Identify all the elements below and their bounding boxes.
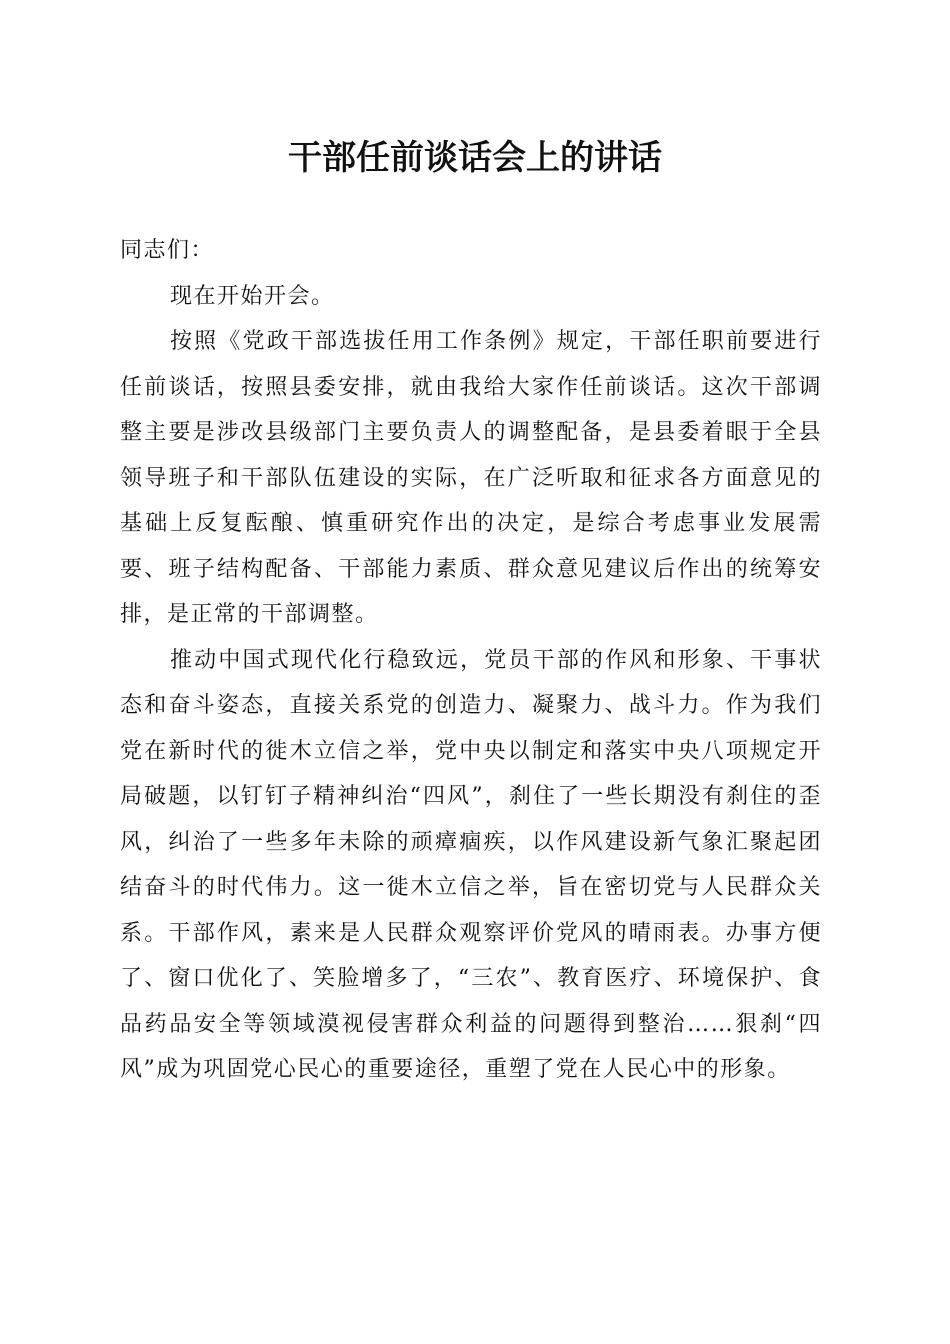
document-title: 干部任前谈话会上的讲话	[288, 138, 662, 178]
salutation: 同志们：	[120, 238, 215, 263]
document-body	[120, 228, 822, 1093]
paragraph-cadre-adjustment: 按照《党政干部选拔任用工作条例》规定，干部任职前要进行任前谈话，按照县委安排，就由我给大家作任前谈话。这次干部调整主要是涉改县级部门主要负责人的调整配备，是县委着眼于全县领导班子和干部队伍建设的实际，在广泛听取和征求各方面意见的基础上反复酝酿、慎重研究作出的决定，是综合考虑事业发展需要、班子结构配备、干部能力素质、群众意见建议后作出的统筹安排，是正常的干部调整。	[120, 329, 822, 627]
paragraph-opening: 现在开始开会。	[170, 283, 335, 309]
paragraph-work-style: 推动中国式现代化行稳致远，党员干部的作风和形象、干事状态和奋斗姿态，直接关系党的创造力、凝聚力、战斗力。作为我们党在新时代的徙木立信之举，党中央以制定和落实中央八项规定开局破题，以钉钉子精神纠治“四风”，刹住了一些长期没有刹住的歪风，纠治了一些多年未除的顽瘴痼疾，以作风建设新气象汇聚起团结奋斗的时代伟力。这一徙木立信之举，旨在密切党与人民群众关系。干部作风，素来是人民群众观察评价党风的晴雨表。办事方便了、窗口优化了、笑脸增多了，“三农”、教育医疗、环境保护、食品药品安全等领域漠视侵害群众利益的问题得到整治……狠刹“四风”成为巩固党心民心的重要途径，重塑了党在人民心中的形象。	[120, 647, 822, 1082]
